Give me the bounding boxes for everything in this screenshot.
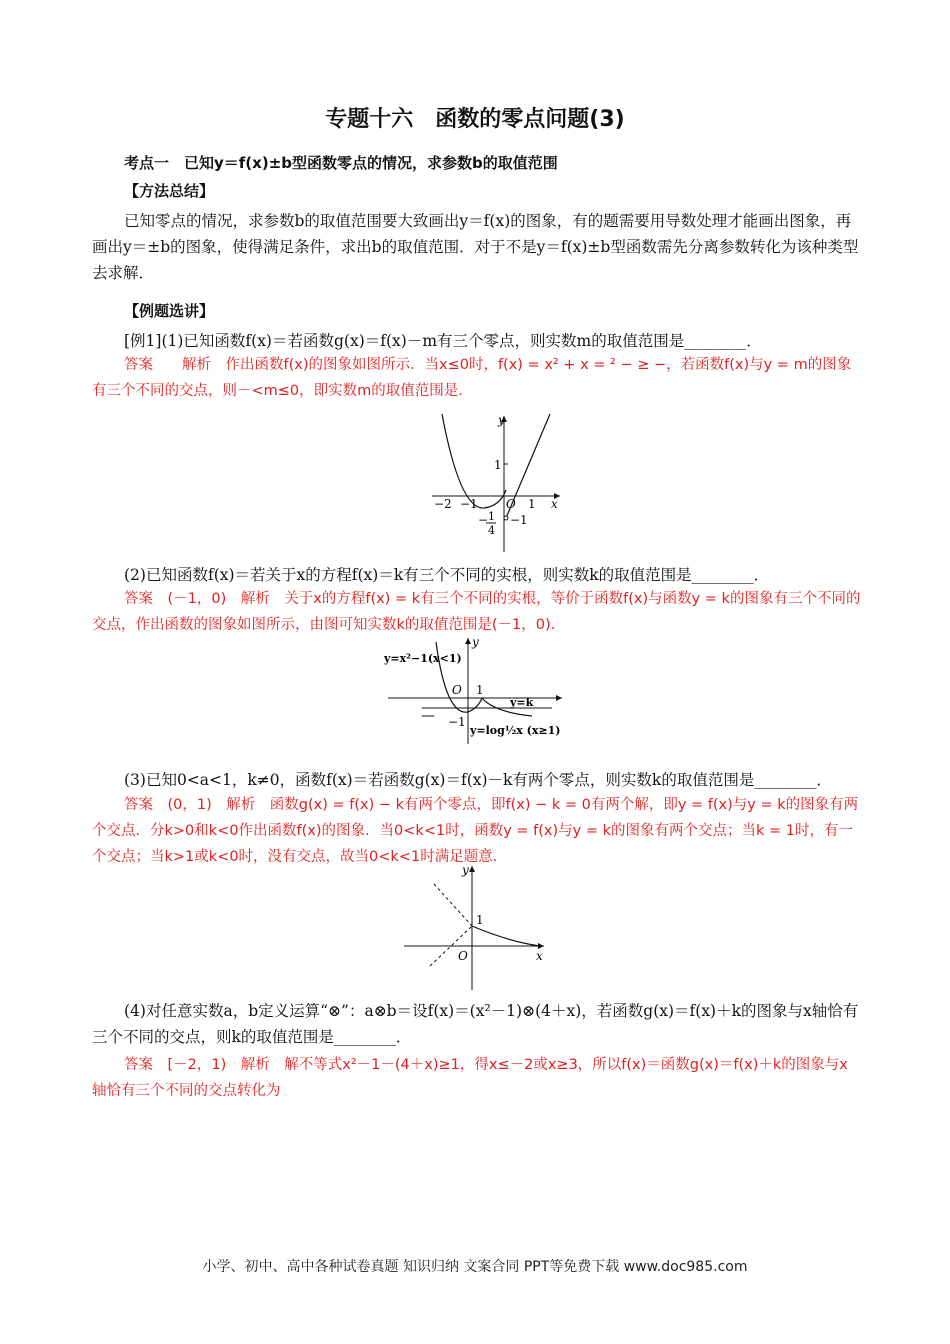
method-text: 已知零点的情况，求参数b的取值范围要大致画出y＝f(x)的图象，有的题需要用导数处理才能画出图象，再画出y＝±b的图象，使得满足条件，求出b的取值范围．对于不是y＝f(x)±b型函数需先分离参数转化为该种类型去求解．: [92, 212, 859, 282]
graph2-origin: O: [452, 683, 462, 697]
graph2-k-label: y=k: [510, 696, 534, 709]
graph1-tick-x-neg2: −2: [434, 497, 452, 511]
graph3-tick-1: 1: [476, 913, 484, 927]
example-3-question: (3)已知0<a<1，k≠0，函数f(x)＝若函数g(x)＝f(x)－k有两个零点，则实数k的取值范围是________．: [124, 771, 832, 789]
graph3-x-label: x: [536, 949, 543, 963]
page-footer: 小学、初中、高中各种试卷真题 知识归纳 文案合同 PPT等免费下载 www.doc985.com: [202, 1259, 748, 1275]
method-heading: 【方法总结】: [124, 182, 215, 200]
graph1-origin: O: [506, 497, 516, 511]
example-3-graph: [400, 862, 550, 994]
graph1-tick-y1: 1: [494, 458, 502, 472]
graph3-y-label: y: [462, 863, 469, 877]
graph2-y-label: y: [472, 636, 479, 649]
example-2-answer: 答案 (－1，0) 解析 关于x的方程f(x) = k有三个不同的实根，等价于函数f(x)与函数y = k的图象有三个不同的交点，作出函数的图象如图所示，由图可知实数k的取值范围是(－1，0)．: [92, 591, 861, 633]
example-1-graph: [420, 410, 570, 558]
graph1-frac-num: 1: [488, 510, 495, 523]
kaodian-heading: 考点一 已知y＝f(x)±b型函数零点的情况，求参数b的取值范围: [124, 154, 558, 172]
example-1-answer: 答案 解析 作出函数f(x)的图象如图所示．当x≤0时，f(x) = x² + x = ² − ≥ −，若函数f(x)与y = m的图象有三个不同的交点，则－<m≤0，即实数m的取值范围是．: [92, 357, 852, 399]
graph1-y-label: y: [498, 413, 505, 427]
graph2-curve2-label: y=log½x (x≥1): [470, 724, 561, 737]
graph1-tick-x1: 1: [528, 497, 536, 511]
graph1-minus-sign: −: [478, 513, 489, 527]
graph1-x-label: x: [551, 497, 558, 511]
graph1-tick-y-neg1: −1: [510, 513, 528, 527]
graph1-frac-den: 4: [488, 524, 495, 537]
page-title: 专题十六 函数的零点问题(3): [325, 107, 625, 132]
graph1-tick-x-neg1: −1: [460, 497, 478, 511]
example-1-question: [例1](1)已知函数f(x)＝若函数g(x)＝f(x)－m有三个零点，则实数m的取值范围是________．: [124, 332, 762, 350]
example-4-answer: 答案 [－2，1) 解析 解不等式x²－1－(4＋x)≥1，得x≤－2或x≥3，所以f(x)＝函数g(x)＝f(x)＋k的图象与x轴恰有三个不同的交点转化为: [92, 1057, 848, 1099]
example-2-graph: [382, 636, 572, 748]
example-3-answer: 答案 (0，1) 解析 函数g(x) = f(x) − k有两个零点，即f(x) − k = 0有两个解，即y = f(x)与y = k的图象有两个交点．分k>0和k<0作出函数f(x)的图象．当0<k<1时，函数y = f(x)与y = k的图象有两个交点；当k = 1时，有一个交点；当k>1或k<0时，没有交点，故当0<k<1时满足题意．: [92, 797, 859, 865]
graph2-tick-neg1: −1: [448, 715, 466, 729]
example-heading: 【例题选讲】: [124, 302, 215, 320]
graph3-origin: O: [458, 949, 468, 963]
example-2-question: (2)已知函数f(x)＝若关于x的方程f(x)＝k有三个不同的实根，则实数k的取值范围是________．: [124, 566, 770, 584]
example-4-question: (4)对任意实数a，b定义运算“⊗”：a⊗b＝设f(x)＝(x²－1)⊗(4＋x)，若函数g(x)＝f(x)＋k的图象与x轴恰有三个不同的交点，则k的取值范围是________．: [92, 1002, 859, 1046]
graph2-tick-1: 1: [476, 683, 484, 697]
graph2-curve1-label: y=x²−1(x<1): [384, 652, 462, 665]
